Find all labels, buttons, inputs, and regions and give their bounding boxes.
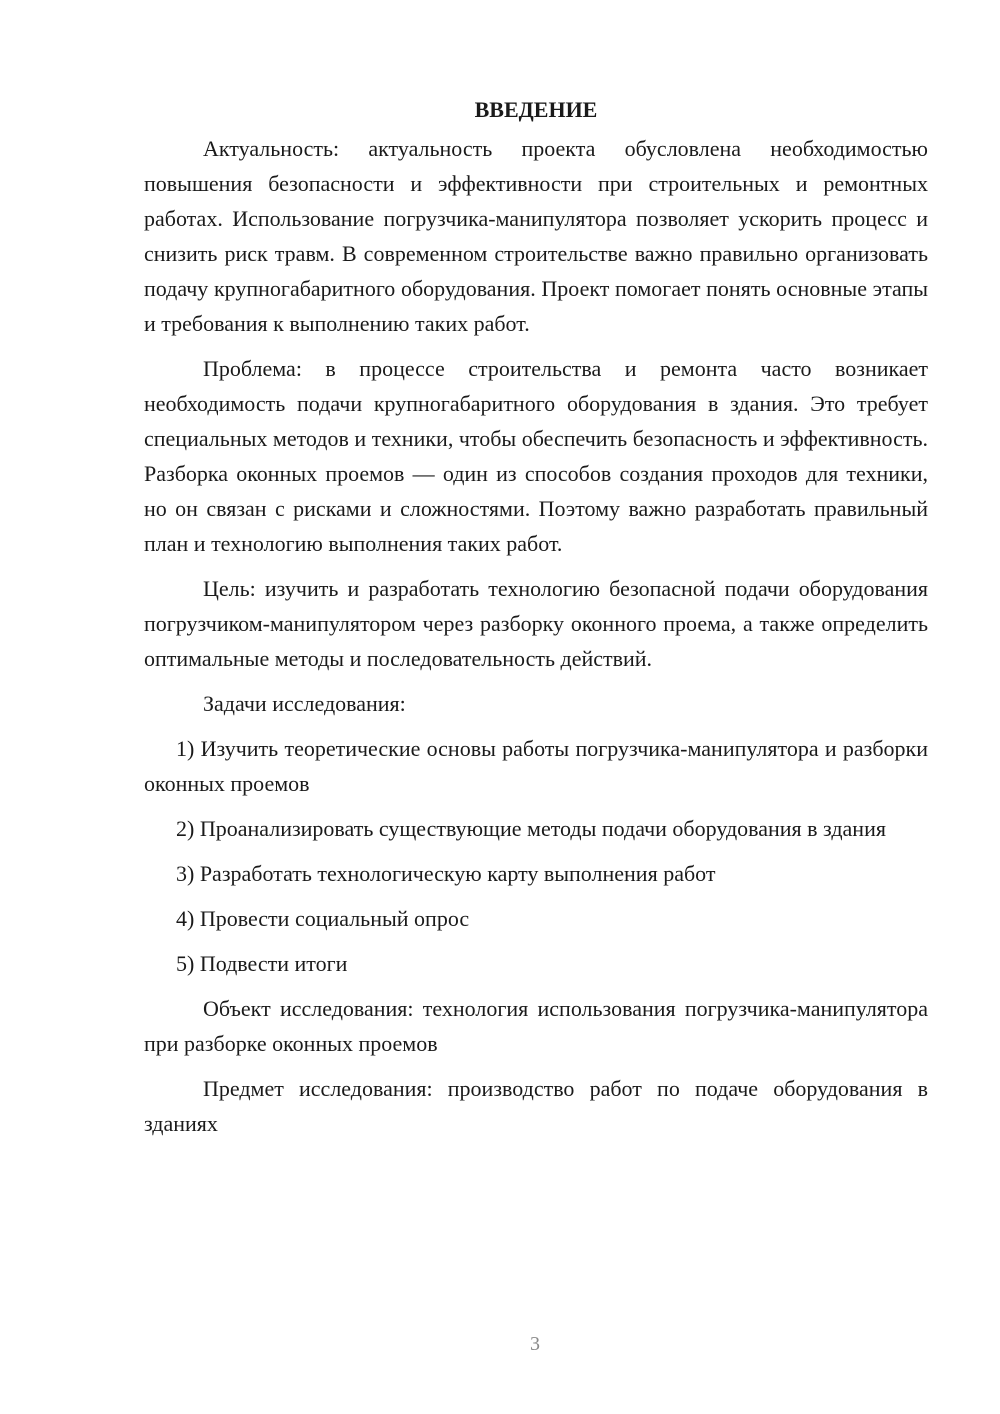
task-item: 2) Проанализировать существующие методы подачи оборудования в здания	[176, 816, 886, 841]
tasks-list	[144, 731, 928, 981]
task-item: 3) Разработать технологическую карту выполнения работ	[176, 861, 716, 886]
task-item: 4) Провести социальный опрос	[176, 906, 470, 931]
goal-paragraph: Цель: изучить и разработать технологию безопасной подачи оборудования погрузчиком-манипулятором через разборку оконного проема, а также определить оптимальные методы и последовательность действий.	[144, 576, 928, 671]
task-item: 1) Изучить теоретические основы работы погрузчика-манипулятора и разборки оконных проемов	[144, 736, 928, 796]
document-page	[144, 92, 928, 1151]
subject-paragraph: Предмет исследования: производство работ по подаче оборудования в зданиях	[144, 1076, 928, 1136]
tasks-heading: Задачи исследования:	[203, 691, 406, 716]
task-item: 5) Подвести итоги	[176, 951, 348, 976]
problem-paragraph: Проблема: в процессе строительства и ремонта часто возникает необходимость подачи крупногабаритного оборудования в здания. Это требует специальных методов и техники, чтобы обеспечить безопасность и эффективность. Разборка оконных проемов — один из способов создания проходов для техники, но он связан с рисками и сложностями. Поэтому важно разработать правильный план и технологию выполнения таких работ.	[144, 356, 928, 556]
object-paragraph: Объект исследования: технология использования погрузчика-манипулятора при разборке оконных проемов	[144, 996, 928, 1056]
page-number: 3	[530, 1333, 540, 1355]
document-title: ВВЕДЕНИЕ	[474, 97, 598, 122]
relevance-paragraph: Актуальность: актуальность проекта обусловлена необходимостью повышения безопасности и эффективности при строительных и ремонтных работах. Использование погрузчика-манипулятора позволяет ускорить процесс и снизить риск травм. В современном строительстве важно правильно организовать подачу крупногабаритного оборудования. Проект помогает понять основные этапы и требования к выполнению таких работ.	[144, 136, 928, 336]
